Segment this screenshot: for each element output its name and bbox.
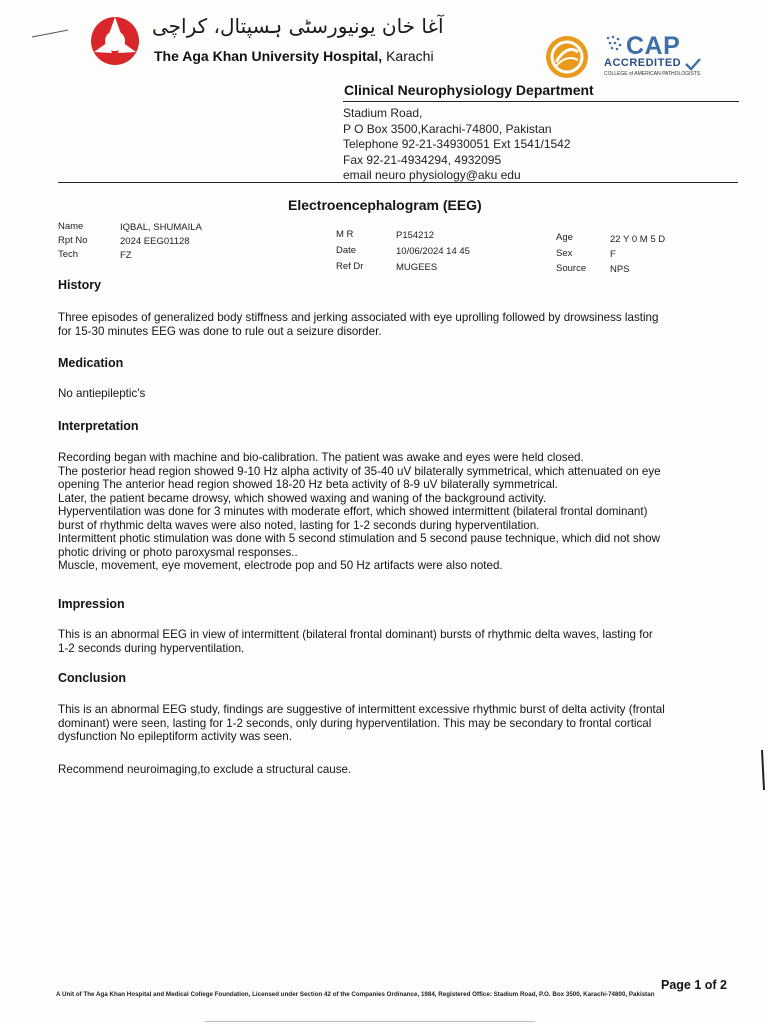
interpretation-heading: Interpretation bbox=[58, 419, 139, 433]
text-line: burst of rhythmic delta waves were also noted, lasting for 1-2 seconds during hyperventilation. bbox=[58, 518, 540, 532]
department-title: Clinical Neurophysiology Department bbox=[344, 82, 594, 98]
cap-logo-text: CAP bbox=[626, 32, 681, 60]
sex-value: F bbox=[610, 249, 616, 260]
hospital-name bbox=[154, 48, 434, 64]
text-line: No antiepileptic's bbox=[58, 387, 146, 400]
address-line: P O Box 3500,Karachi-74800, Pakistan bbox=[343, 121, 552, 136]
ref-dr-label: Ref Dr bbox=[336, 261, 364, 272]
address-line: Telephone 92-21-34930051 Ext 1541/1542 bbox=[343, 137, 571, 151]
tech-value: FZ bbox=[120, 250, 132, 261]
text-line: Later, the patient became drowsy, which showed waxing and waning of the background activity. bbox=[58, 491, 547, 505]
recommendation-text: Recommend neuroimaging,to exclude a structural cause. bbox=[58, 763, 352, 776]
text-line: This is an abnormal EEG study, findings are suggestive of intermittent excessive rhythmic burst of delta activity (frontal bbox=[58, 703, 665, 716]
cap-subtitle: COLLEGE of AMERICAN PATHOLOGISTS bbox=[604, 71, 701, 77]
age-label: Age bbox=[556, 232, 573, 243]
impression-heading: Impression bbox=[58, 597, 125, 611]
text-line: Recording began with machine and bio-calibration. The patient was awake and eyes were held closed. bbox=[58, 451, 584, 464]
aku-seal-icon bbox=[544, 34, 590, 80]
cap-dots-icon bbox=[604, 34, 626, 54]
text-line: Three episodes of generalized body stiffness and jerking associated with eye uprolling followed by drowsiness lasting bbox=[58, 311, 659, 324]
source-label: Source bbox=[556, 263, 587, 274]
age-value: 22 Y 0 M 5 D bbox=[610, 234, 666, 245]
rpt-no-value: 2024 EEG01128 bbox=[120, 236, 190, 247]
text-line: The posterior head region showed 9-10 Hz alpha activity of 35-40 uV bilaterally symmetrical, which attenuated on eye bbox=[58, 464, 661, 478]
page-number: Page 1 of 2 bbox=[661, 978, 727, 992]
report-title: Electroencephalogram (EEG) bbox=[288, 197, 482, 213]
hospital-name-text: The Aga Khan University Hospital, bbox=[154, 48, 383, 64]
rpt-no-label: Rpt No bbox=[58, 235, 88, 246]
pen-scribble bbox=[30, 28, 70, 40]
text-line: photic driving or photo paroxysmal responses.. bbox=[58, 545, 298, 559]
hospital-city: Karachi bbox=[386, 48, 434, 64]
medication-text bbox=[58, 387, 730, 401]
source-value: NPS bbox=[610, 264, 630, 275]
mr-label: M R bbox=[336, 229, 354, 240]
medication-heading: Medication bbox=[58, 356, 124, 370]
cap-accredited-text: ACCREDITED bbox=[604, 57, 682, 69]
footer-legal-line: A Unit of The Aga Khan Hospital and Medical College Foundation, Licensed under Section 42 of the Companies Ordinance, 1984, Registered Office: Stadium Road, P.O. Box 3500, Karachi-74800, Pakistan bbox=[56, 991, 655, 998]
address-line: email neuro physiology@aku edu bbox=[343, 168, 521, 182]
aku-hospital-logo-icon bbox=[88, 14, 142, 68]
date-label: Date bbox=[336, 245, 357, 256]
sex-label: Sex bbox=[556, 248, 573, 259]
checkmark-icon bbox=[684, 57, 702, 71]
mr-value: P154212 bbox=[396, 230, 435, 241]
date-value: 10/06/2024 14 45 bbox=[396, 246, 470, 257]
text-line: 1-2 seconds during hyperventilation. bbox=[58, 641, 245, 655]
text-line: dominant) were seen, lasting for 1-2 seconds, only during hyperventilation. This may be secondary to frontal cortical bbox=[58, 716, 652, 730]
text-line: dysfunction No epileptiform activity was seen. bbox=[58, 730, 292, 743]
section-divider bbox=[58, 182, 738, 183]
text-line: Hyperventilation was done for 3 minutes with moderate effort, which showed intermittent (bilateral frontal dominant) bbox=[58, 505, 648, 518]
name-value: IQBAL, SHUMAILA bbox=[120, 222, 202, 233]
conclusion-text bbox=[58, 703, 730, 744]
text-line: This is an abnormal EEG in view of intermittent (bilateral frontal dominant) bursts of rhythmic delta waves, lasting for bbox=[58, 628, 653, 641]
impression-text bbox=[58, 628, 730, 655]
text-line: for 15-30 minutes EEG was done to rule out a seizure disorder. bbox=[58, 324, 382, 338]
history-heading: History bbox=[58, 278, 102, 292]
hospital-name-urdu: آغا خان یونیورسٹی ہسپتال، کراچی bbox=[152, 14, 444, 38]
text-line: Muscle, movement, eye movement, electrode pop and 50 Hz artifacts were also noted. bbox=[58, 559, 503, 572]
interpretation-text bbox=[58, 451, 730, 573]
cap-accreditation-badge bbox=[604, 30, 714, 82]
address-line: Fax 92-21-4934294, 4932095 bbox=[343, 152, 502, 167]
address-block bbox=[343, 106, 571, 184]
scan-edge-mark bbox=[760, 748, 766, 792]
footer-rule bbox=[205, 1021, 535, 1022]
name-label: Name bbox=[58, 221, 84, 232]
text-line: opening The anterior head region showed 18-20 Hz beta activity of 8-9 uV bilaterally symmetrical. bbox=[58, 478, 558, 491]
header-rule bbox=[343, 101, 739, 102]
ref-dr-value: MUGEES bbox=[396, 262, 438, 273]
tech-label: Tech bbox=[58, 249, 79, 260]
conclusion-heading: Conclusion bbox=[58, 671, 127, 685]
address-line: Stadium Road, bbox=[343, 106, 423, 120]
text-line: Intermittent photic stimulation was done with 5 second stimulation and 5 second pause technique, which did not show bbox=[58, 532, 660, 545]
history-text bbox=[58, 311, 730, 338]
